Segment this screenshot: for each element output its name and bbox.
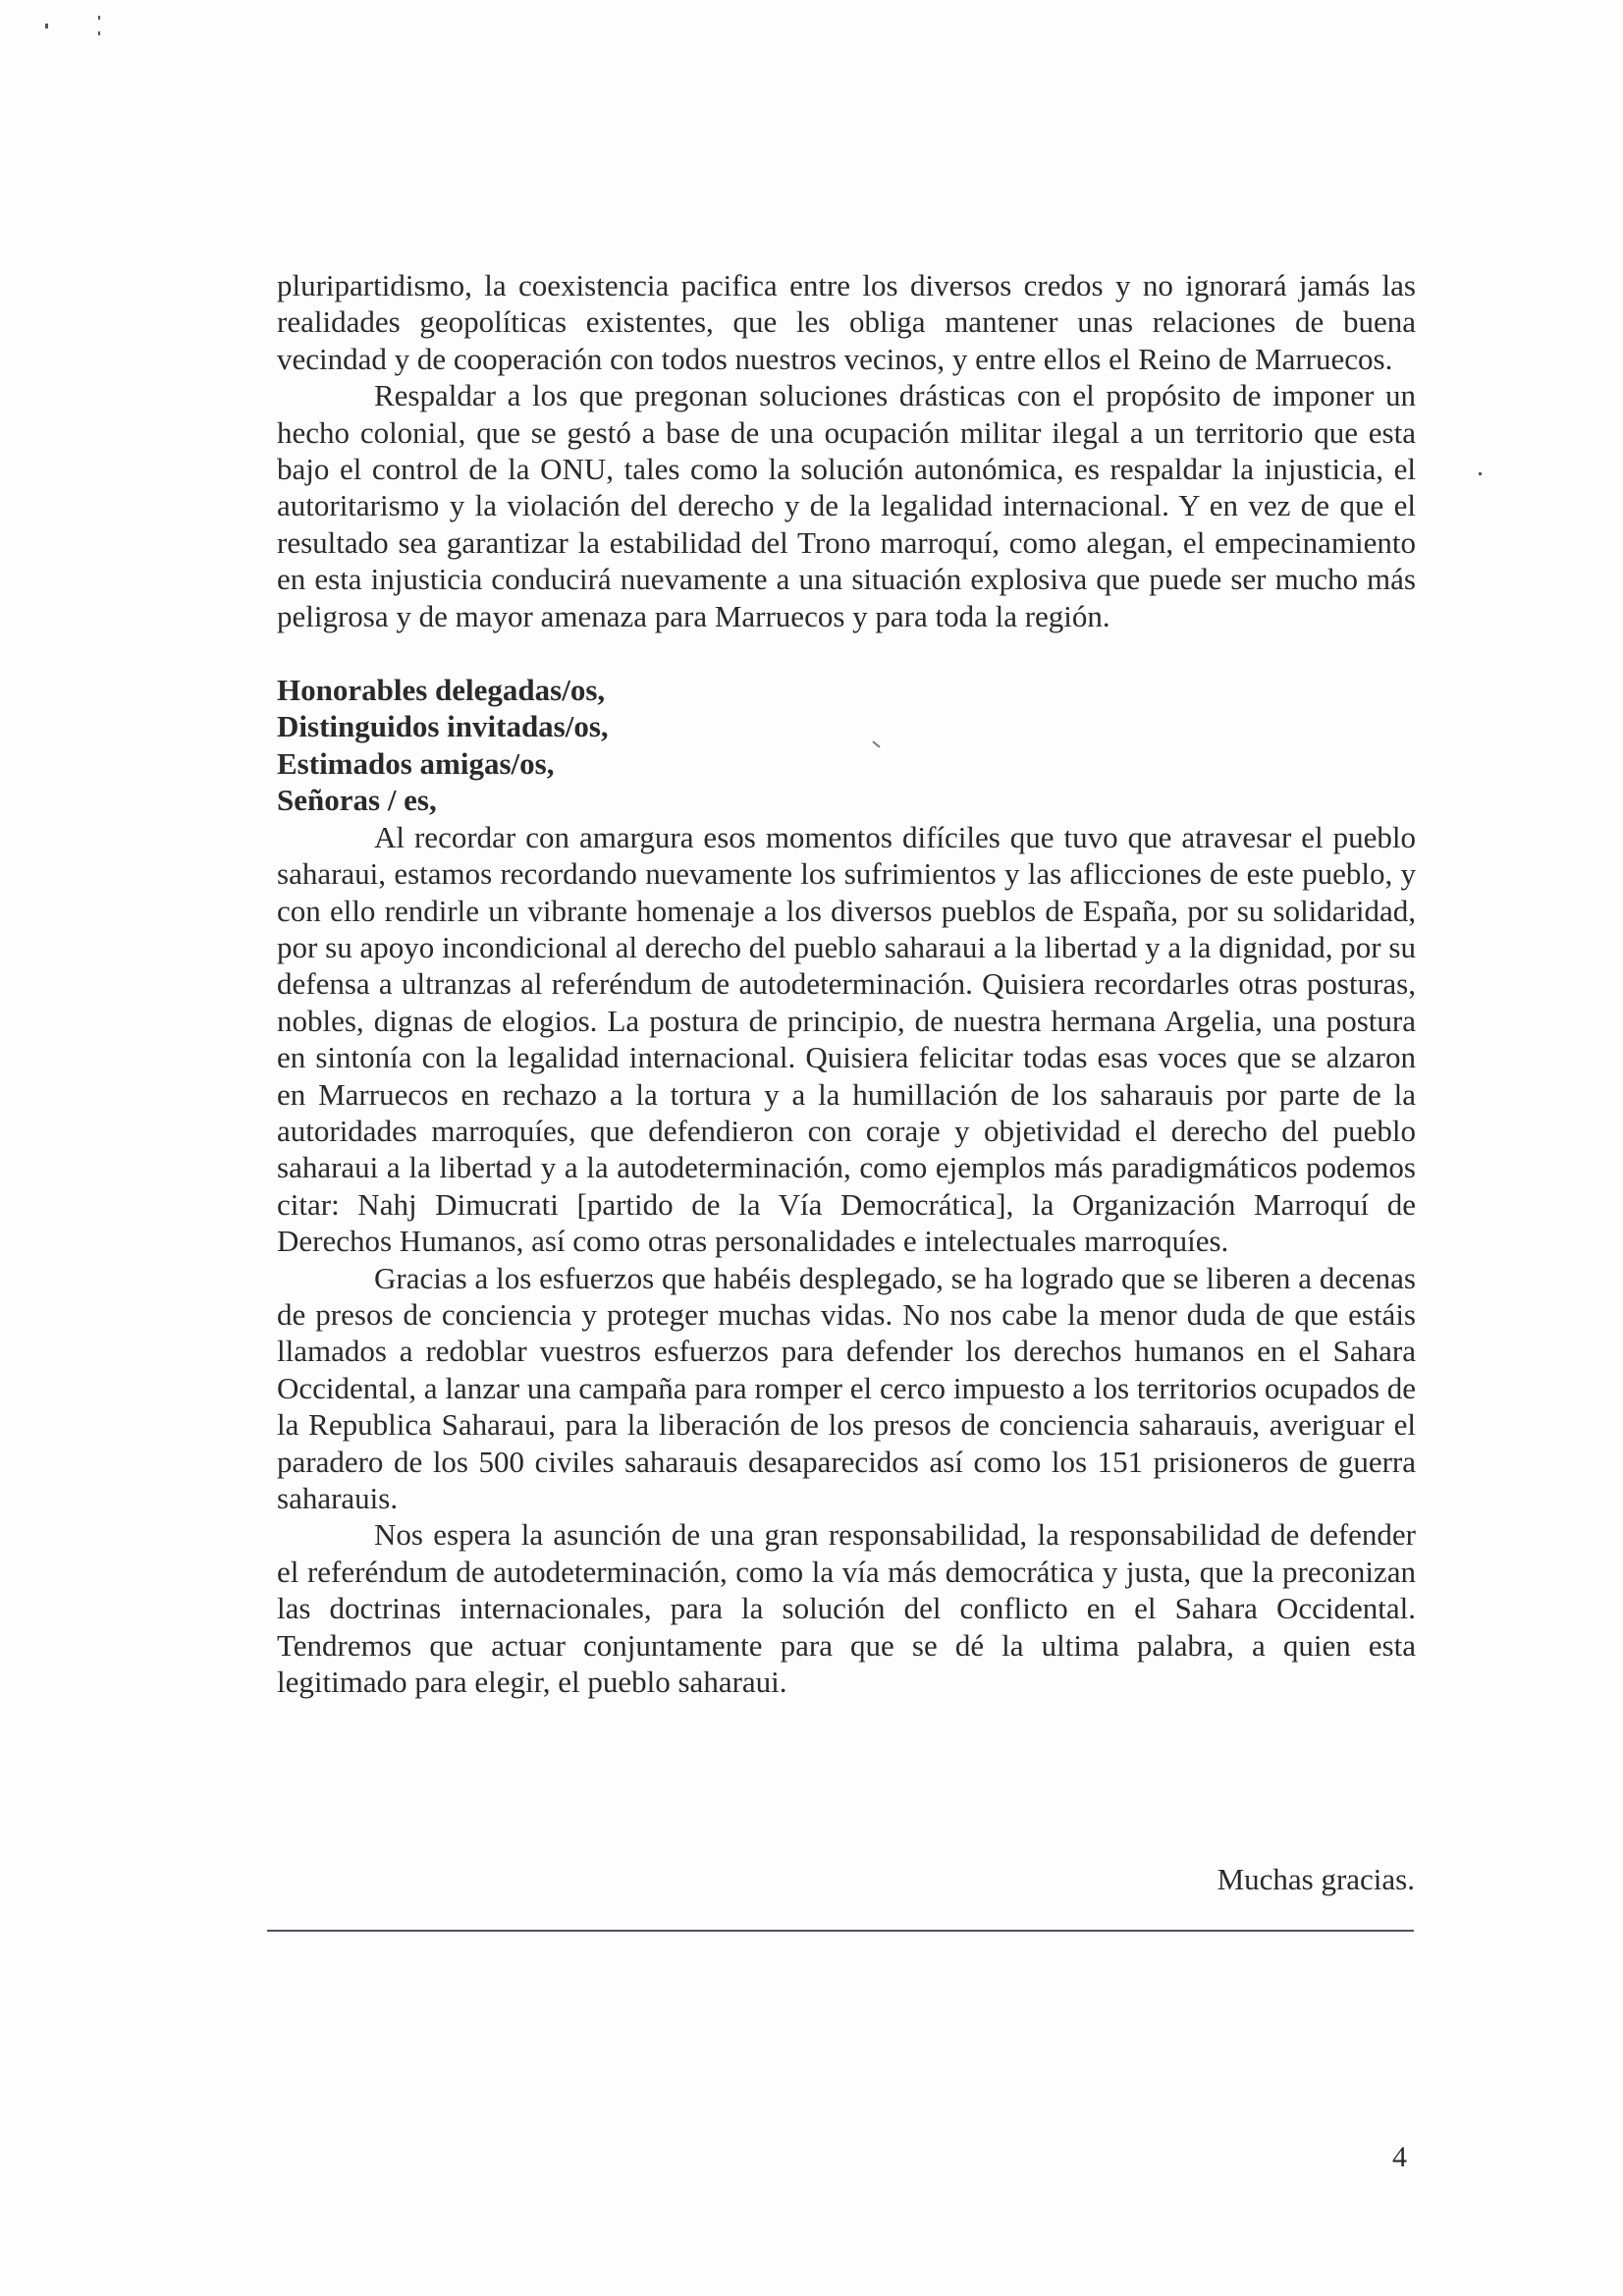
salutation-line: Honorables delegadas/os,	[277, 673, 606, 708]
scan-speck	[1479, 472, 1482, 475]
paragraph: Respaldar a los que pregonan soluciones drásticas con el propósito de imponer un hecho colonial, que se gestó a base de una ocupación militar ilegal a un territorio que esta bajo el control de la ONU, tales como la solución autonómica, es respaldar la injusticia, el autoritarismo y la violación del derecho y de la legalidad internacional. Y en vez de que el resultado sea garantizar la estabilidad del Trono marroquí, como alegan, el empecinamiento en esta injusticia conducirá nuevamente a una situación explosiva que puede ser mucho más peligrosa y de mayor amenaza para Marruecos y para toda la región.	[277, 378, 1416, 633]
closing-text: Muchas gracias.	[1217, 1862, 1415, 1896]
horizontal-rule	[267, 1930, 1414, 1932]
paragraph: pluripartidismo, la coexistencia pacifica entre los diversos credos y no ignorará jamás las realidades geopolíticas existentes, que les obliga mantener unas relaciones de buena vecindad y de cooperación con todos nuestros vecinos, y entre ellos el Reino de Marruecos.	[277, 268, 1416, 376]
scan-speck	[98, 16, 100, 20]
page-number: 4	[1392, 2141, 1407, 2173]
paragraph: Al recordar con amargura esos momentos difíciles que tuvo que atravesar el pueblo saharaui, estamos recordando nuevamente los sufrimientos y las aflicciones de este pueblo, y con ello rendirle un vibrante homenaje a los diversos pueblos de España, por su solidaridad, por su apoyo incondicional al derecho del pueblo saharaui a la libertad y a la dignidad, por su defensa a ultranzas al referéndum de autodeterminación. Quisiera recordarles otras posturas, nobles, dignas de elogios. La postura de principio, de nuestra hermana Argelia, una postura en sintonía con la legalidad internacional. Quisiera felicitar todas esas voces que se alzaron en Marruecos en rechazo a la tortura y a la humillación de los saharauis por parte de la autoridades marroquíes, que defendieron con coraje y objetividad el derecho del pueblo saharaui a la libertad y a la autodeterminación, como ejemplos más paradigmáticos podemos citar: Nahj Dimucrati [partido de la Vía Democrática], la Organización Marroquí de Derechos Humanos, así como otras personalidades e intelectuales marroquíes.	[277, 819, 1416, 1259]
salutation-line: Distinguidos invitadas/os,	[277, 709, 609, 744]
salutation-line: Señoras / es,	[277, 783, 437, 818]
document-body	[277, 267, 1416, 1700]
scan-speck	[98, 31, 100, 35]
paragraph: Gracias a los esfuerzos que habéis desplegado, se ha logrado que se liberen a decenas de presos de conciencia y proteger muchas vidas. No nos cabe la menor duda de que estáis llamados a redoblar vuestros esfuerzos para defender los derechos humanos en el Sahara Occidental, a lanzar una campaña para romper el cerco impuesto a los territorios ocupados de la Republica Saharaui, para la liberación de los presos de conciencia saharauis, averiguar el paradero de los 500 civiles saharauis desaparecidos así como los 151 prisioneros de guerra saharauis.	[277, 1260, 1416, 1515]
paragraph: Nos espera la asunción de una gran responsabilidad, la responsabilidad de defender el referéndum de autodeterminación, como la vía más democrática y justa, que la preconizan las doctrinas internacionales, para la solución del conflicto en el Sahara Occidental. Tendremos que actuar conjuntamente para que se dé la ultima palabra, a quien esta legitimado para elegir, el pueblo saharaui.	[277, 1517, 1416, 1700]
salutation-block	[277, 672, 1416, 819]
salutation-line: Estimados amigas/os,	[277, 745, 555, 781]
scan-speck	[45, 24, 48, 28]
